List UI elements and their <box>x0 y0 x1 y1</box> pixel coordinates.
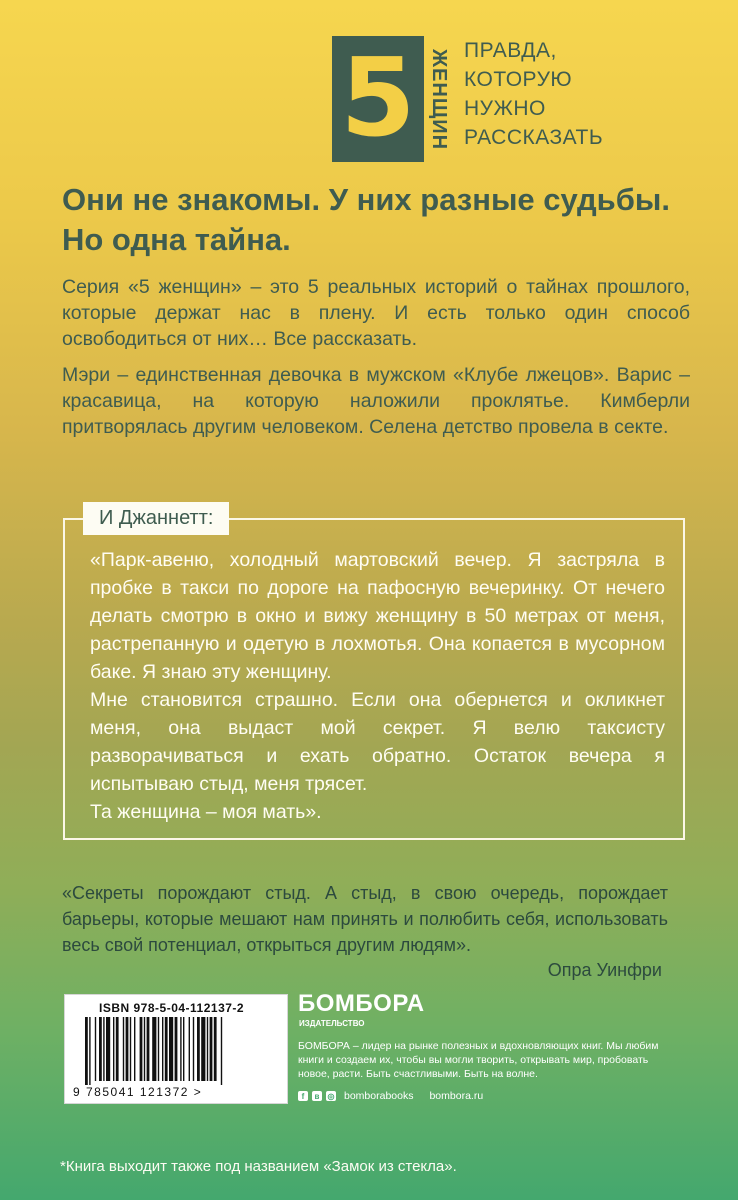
footnote: *Книга выходит также под названием «Замок из стекла». <box>60 1158 457 1175</box>
logo-word <box>426 36 452 162</box>
publisher-social <box>298 1090 483 1102</box>
publisher-logo: БОМБОРА <box>298 990 425 1017</box>
quote-label: И Джаннетт: <box>83 502 229 535</box>
publisher-description: БОМБОРА – лидер на рынке полезных и вдохновляющих книг. Мы любим книги и создаем их, чтобы вы могли творить, открывать мир, пробовать новое, расти. Быть счастливыми. Быть на волне. <box>298 1040 659 1080</box>
series-logo <box>332 36 424 162</box>
publisher-subtitle: ИЗДАТЕЛЬСТВО <box>299 1019 365 1028</box>
characters-description: Мэри – единственная девочка в мужском «Клубе лжецов». Варис – красавица, на которую наложили проклятье. Кимберли притворялась другим человеком. Селена детство провела в секте. <box>62 364 690 438</box>
quote-paragraph: Та женщина – моя мать». <box>90 801 322 823</box>
logo-word-text: ЖЕНЩИН <box>428 48 451 150</box>
barcode-icon <box>85 1017 269 1085</box>
vk-icon: в <box>312 1091 322 1101</box>
barcode-block <box>64 994 288 1104</box>
tagline-line: КОТОРУЮ <box>464 68 573 91</box>
epigraph-text: «Секреты порождают стыд. А стыд, в свою очередь, порождает барьеры, которые мешают нам принять и полюбить себя, использовать весь свой потенциал, открыться другим людям». <box>62 883 668 955</box>
quote-text <box>90 546 665 826</box>
quote-paragraph: «Парк-авеню, холодный мартовский вечер. Я застряла в пробке в такси по дороге на пафосную вечеринку. От нечего делать смотрю в окно и вижу женщину в 50 метрах от меня, растрепанную и одетую в лохмотья. Она копается в мусорном баке. Я знаю эту женщину. <box>90 549 665 683</box>
tagline-line: НУЖНО <box>464 97 546 120</box>
quote-paragraph: Мне становится страшно. Если она обернется и окликнет меня, она выдаст мой секрет. Я велю таксисту разворачиваться и ехать обратно. Остаток вечера я испытываю стыд, меня трясет. <box>90 689 665 795</box>
headline-line: Они не знакомы. У них разные судьбы. <box>62 182 670 217</box>
tagline-line: РАССКАЗАТЬ <box>464 126 604 149</box>
facebook-icon: f <box>298 1091 308 1101</box>
headline <box>62 180 702 260</box>
headline-line: Но одна тайна. <box>62 222 291 257</box>
series-description: Серия «5 женщин» – это 5 реальных историй о тайнах прошлого, которые держат нас в плену. И есть только один способ освободиться от них… Все рассказать. <box>62 276 690 350</box>
logo-digit: 5 <box>340 36 416 161</box>
publisher-website: bombora.ru <box>429 1090 484 1102</box>
tagline <box>464 36 603 152</box>
isbn-text: ISBN 978-5-04-112137-2 <box>99 1001 245 1015</box>
social-handle: bomborabooks <box>344 1090 414 1102</box>
instagram-icon: ◎ <box>327 1091 335 1101</box>
epigraph-author: Опра Уинфри <box>547 960 662 980</box>
barcode-number: 9 785041 121372 > <box>73 1085 203 1099</box>
tagline-line: ПРАВДА, <box>464 39 557 62</box>
